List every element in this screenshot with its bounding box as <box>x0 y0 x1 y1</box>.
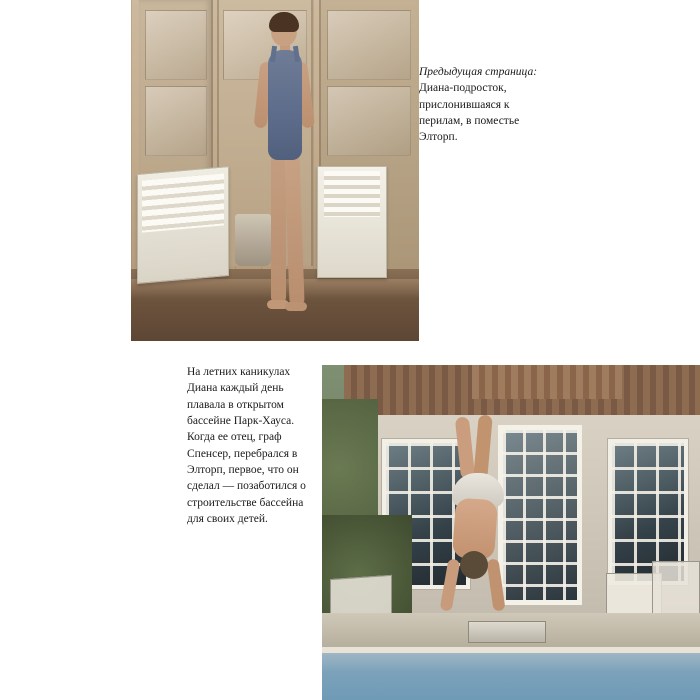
photo-top-lounge-chair-left <box>137 166 229 284</box>
person-foot-right <box>285 302 307 311</box>
caption-top <box>419 64 539 146</box>
photo-bottom-roof-upper <box>472 365 622 399</box>
person-swimsuit <box>268 50 302 160</box>
photo-bottom <box>322 365 700 700</box>
photo-top-person <box>249 14 321 334</box>
diver-arm-right <box>486 558 505 611</box>
photo-top-window-pane <box>145 86 207 156</box>
caption-top-text: Предыдущая страница: Диана-подросток, прислонившаяся к перилам, в поместье Элторп. <box>419 66 538 144</box>
photo-top <box>131 0 419 341</box>
photo-top-window-pane <box>327 10 411 80</box>
photo-top-window-pane <box>327 86 411 156</box>
caption-bottom <box>187 364 319 527</box>
photo-bottom-pool-water <box>322 653 700 700</box>
photo-top-window-pane <box>145 10 207 80</box>
caption-bottom-text: На летних каникулах Диана каждый день плавала в открытом бассейне Парк-Хауса. Когда ее отец, граф Спенсер, перебрался в Элторп, первое, что он сделал — позаботился о строительстве бассейна для своих детей. <box>187 366 306 525</box>
diver-head <box>460 551 488 579</box>
person-strap-right <box>293 46 300 63</box>
person-hair <box>269 12 299 32</box>
person-leg-right <box>284 154 304 306</box>
photo-bottom-diver <box>442 473 512 633</box>
person-leg-left <box>271 154 286 304</box>
diver-arm-left <box>440 558 461 611</box>
photo-top-chair-right <box>317 166 387 278</box>
